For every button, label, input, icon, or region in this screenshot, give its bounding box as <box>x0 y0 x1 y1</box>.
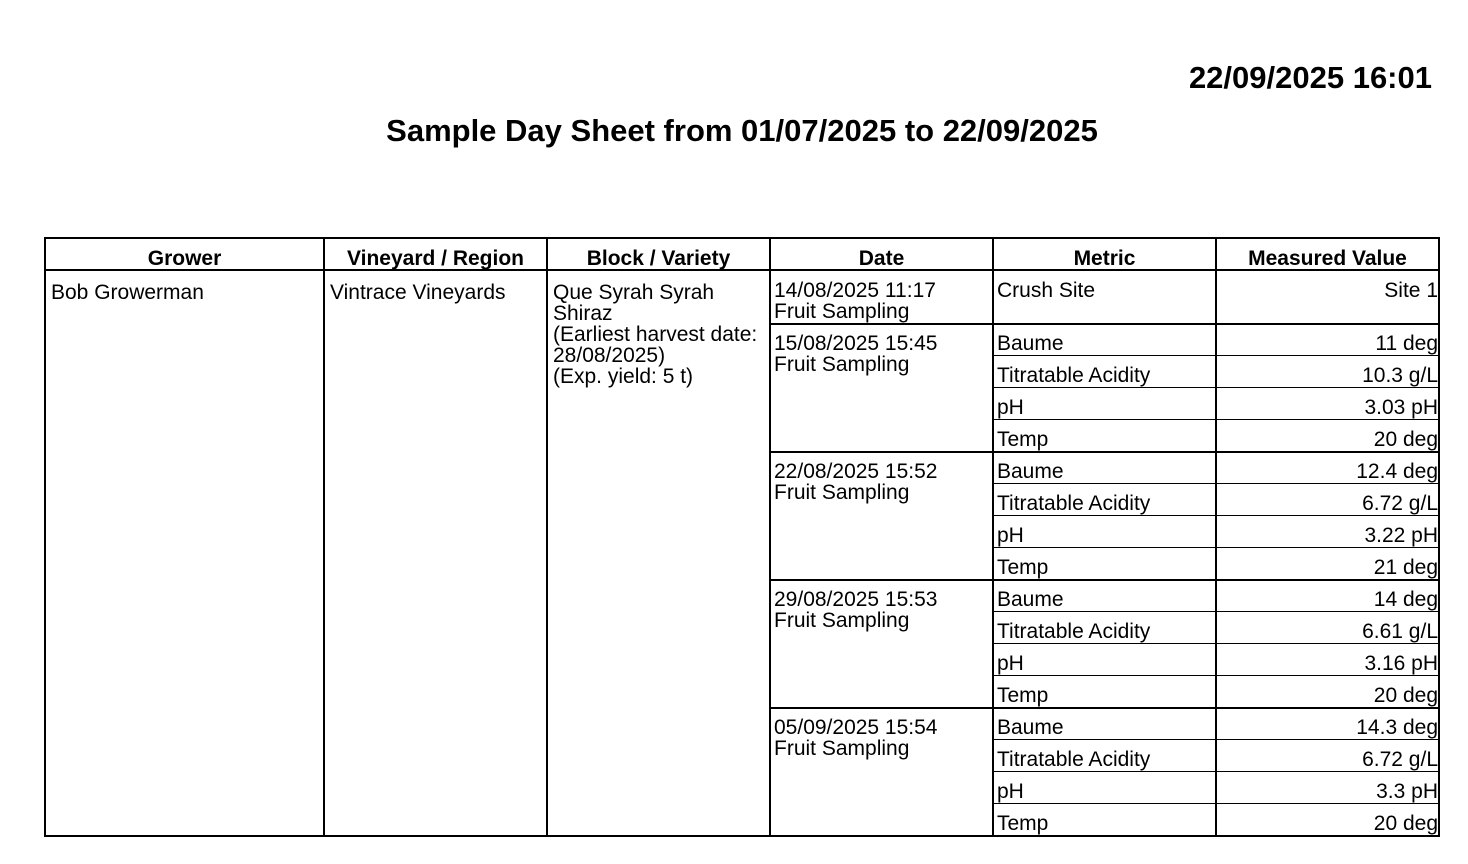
metric-row-divider <box>992 611 1438 612</box>
variety-name: Shiraz <box>553 302 613 325</box>
metric-row-divider <box>992 739 1438 740</box>
column-divider <box>992 239 994 835</box>
metric-row-divider <box>992 803 1438 804</box>
metric-row-divider <box>992 355 1438 356</box>
metric-row-divider <box>992 675 1438 676</box>
sample-date: 29/08/2025 15:53 <box>774 588 938 611</box>
column-header-date: Date <box>858 247 905 270</box>
metric-name: Temp <box>997 428 1049 451</box>
column-header-grower: Grower <box>147 247 222 270</box>
metric-row-divider <box>992 419 1438 420</box>
metric-row-divider <box>992 771 1438 772</box>
sample-date-cell <box>774 461 938 503</box>
measured-value: 21 deg <box>1373 556 1438 579</box>
measured-value: 6.72 g/L <box>1362 492 1438 515</box>
block-variety <box>553 282 757 387</box>
column-divider <box>323 239 325 835</box>
measured-value: 20 deg <box>1373 684 1438 707</box>
sample-date-cell <box>774 280 936 322</box>
column-header-value: Measured Value <box>1248 247 1407 270</box>
measured-value: 6.61 g/L <box>1362 620 1438 643</box>
sample-type: Fruit Sampling <box>774 300 910 323</box>
sample-type: Fruit Sampling <box>774 481 910 504</box>
sample-date-cell <box>774 717 938 759</box>
metric-name: Titratable Acidity <box>997 748 1151 771</box>
metric-name: Temp <box>997 812 1049 835</box>
measured-value: 20 deg <box>1373 812 1438 835</box>
measured-value: 14 deg <box>1373 588 1438 611</box>
earliest-harvest-date: 28/08/2025) <box>553 344 666 367</box>
sample-type: Fruit Sampling <box>774 353 910 376</box>
block-name: Que Syrah Syrah <box>553 281 715 304</box>
measured-value: 3.03 pH <box>1364 396 1438 419</box>
sample-group-divider <box>769 579 1438 581</box>
metric-name: Temp <box>997 684 1049 707</box>
metric-name: Titratable Acidity <box>997 620 1151 643</box>
sample-date-cell <box>774 333 938 375</box>
metric-name: pH <box>997 396 1024 419</box>
measured-value: Site 1 <box>1384 279 1438 302</box>
measured-value: 20 deg <box>1373 428 1438 451</box>
sample-group-divider <box>769 707 1438 709</box>
sample-date: 15/08/2025 15:45 <box>774 332 938 355</box>
measured-value: 3.3 pH <box>1376 780 1438 803</box>
earliest-harvest-label: (Earliest harvest date: <box>553 323 758 346</box>
sample-table <box>44 237 1440 837</box>
sample-type: Fruit Sampling <box>774 737 910 760</box>
metric-name: pH <box>997 780 1024 803</box>
metric-name: Temp <box>997 556 1049 579</box>
sample-type: Fruit Sampling <box>774 609 910 632</box>
grower-name: Bob Growerman <box>51 281 204 304</box>
vineyard-name: Vintrace Vineyards <box>330 281 506 304</box>
sample-group-divider <box>769 323 1438 325</box>
column-header-vineyard: Vineyard / Region <box>347 247 524 270</box>
metric-row-divider <box>992 387 1438 388</box>
measured-value: 6.72 g/L <box>1362 748 1438 771</box>
metric-name: Titratable Acidity <box>997 364 1151 387</box>
measured-value: 10.3 g/L <box>1362 364 1438 387</box>
metric-name: Baume <box>997 588 1064 611</box>
measured-value: 3.22 pH <box>1364 524 1438 547</box>
column-divider <box>546 239 548 835</box>
metric-name: Titratable Acidity <box>997 492 1151 515</box>
metric-name: Baume <box>997 716 1064 739</box>
sample-date: 05/09/2025 15:54 <box>774 716 938 739</box>
column-header-block: Block / Variety <box>586 247 731 270</box>
metric-name: Baume <box>997 460 1064 483</box>
metric-row-divider <box>992 483 1438 484</box>
sample-date: 14/08/2025 11:17 <box>774 279 936 302</box>
expected-yield: (Exp. yield: 5 t) <box>553 365 694 388</box>
metric-name: pH <box>997 524 1024 547</box>
measured-value: 11 deg <box>1375 332 1438 355</box>
metric-name: Baume <box>997 332 1064 355</box>
column-divider <box>769 239 771 835</box>
metric-name: Crush Site <box>997 279 1096 302</box>
metric-row-divider <box>992 643 1438 644</box>
metric-name: pH <box>997 652 1024 675</box>
sample-date-cell <box>774 589 938 631</box>
column-header-metric: Metric <box>1073 247 1136 270</box>
report-title: Sample Day Sheet from 01/07/2025 to 22/09/2025 <box>386 113 1098 148</box>
metric-row-divider <box>992 515 1438 516</box>
measured-value: 14.3 deg <box>1356 716 1438 739</box>
sample-group-divider <box>769 451 1438 453</box>
metric-row-divider <box>992 547 1438 548</box>
measured-value: 3.16 pH <box>1364 652 1438 675</box>
report-timestamp: 22/09/2025 16:01 <box>1188 60 1432 95</box>
measured-value: 12.4 deg <box>1356 460 1438 483</box>
sample-date: 22/08/2025 15:52 <box>774 460 938 483</box>
